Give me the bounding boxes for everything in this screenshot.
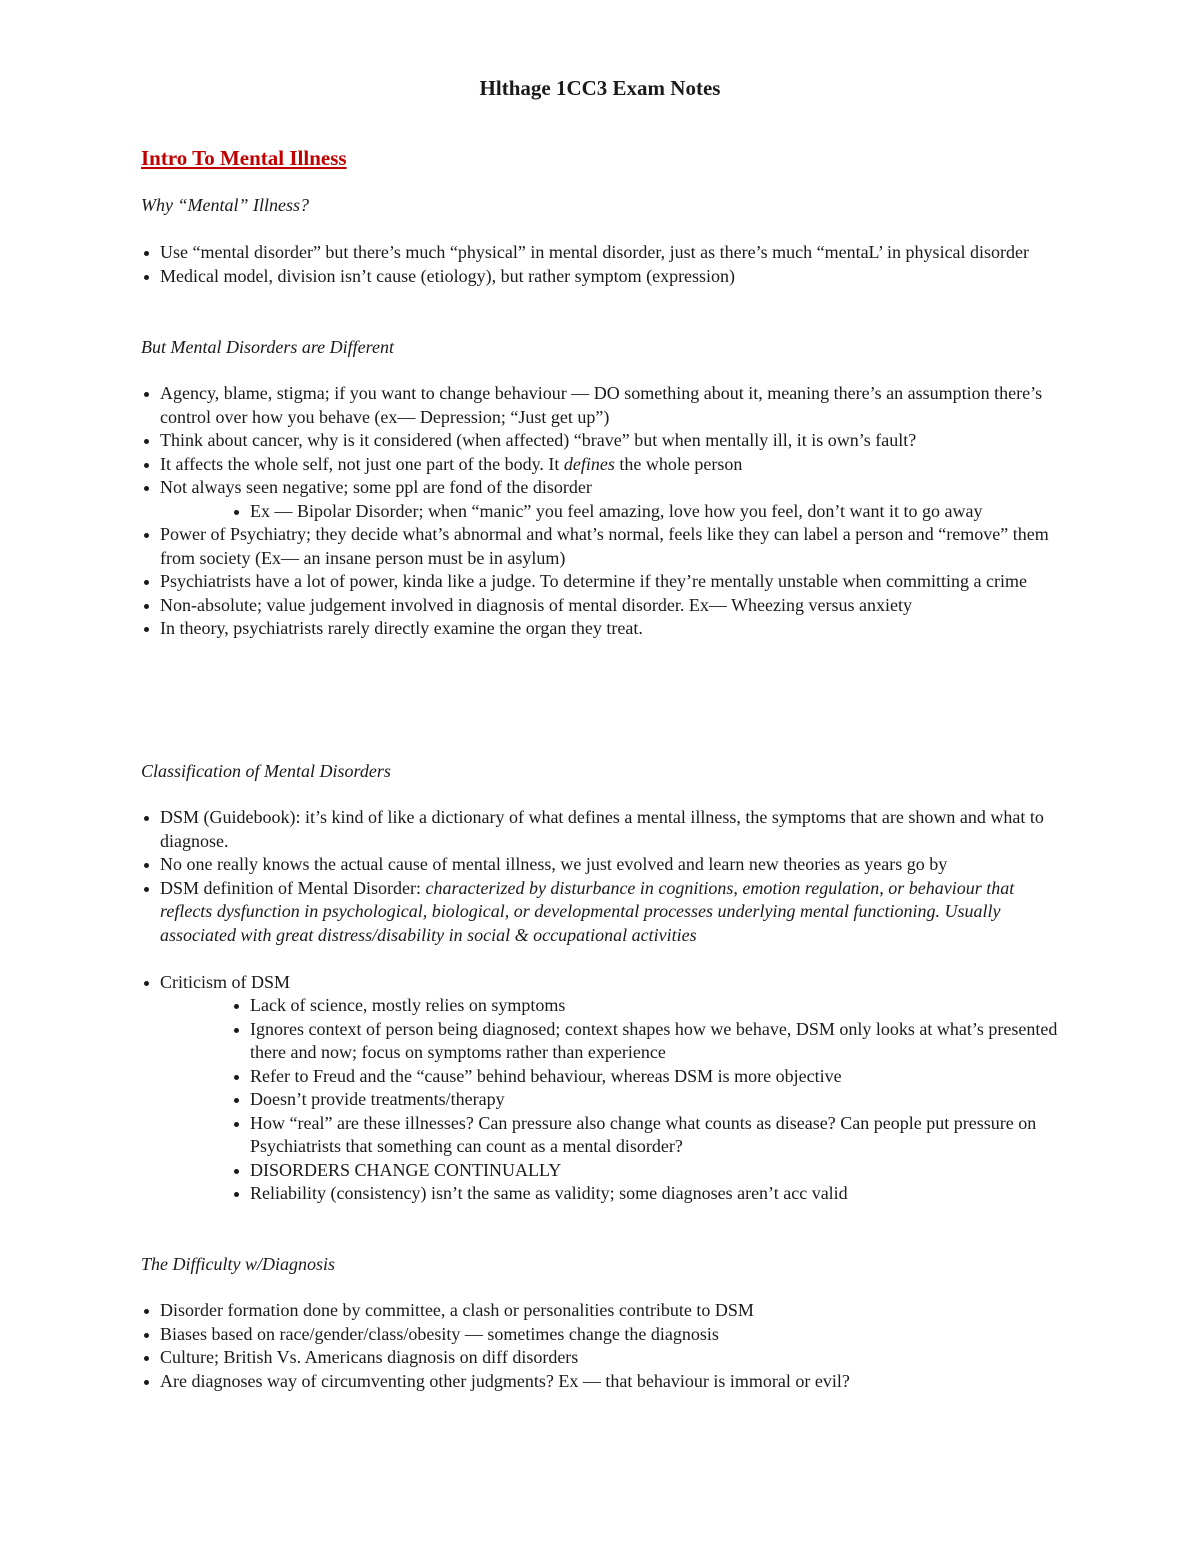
list-item-emphasis: defines: [563, 453, 615, 474]
list-item: DSM (Guidebook): it’s kind of like a dictionary of what defines a mental illness, the symptoms that are shown and what to diagnose.: [141, 806, 1061, 853]
list-item: In theory, psychiatrists rarely directly examine the organ they treat.: [141, 617, 1061, 641]
list-item: [141, 971, 1061, 1206]
list-item: Agency, blame, stigma; if you want to change behaviour — DO something about it, meaning there’s an assumption there’s control over how you behave (ex— Depression; “Just get up”): [141, 382, 1061, 429]
list-item-emphasis: characterized by disturbance in cognitions, emotion regulation, or behaviour that reflects dysfunction in psychological, biological, or developmental processes underlying mental functioning. Usually associated with great distress/disability in social & occupational activities: [160, 877, 1015, 945]
list-item-text: the whole person: [614, 453, 743, 474]
bullet-list-difficulty-diagnosis: [141, 1299, 1061, 1393]
list-item: [141, 877, 1061, 948]
subheading-mental-disorders-different: But Mental Disorders are Different: [141, 337, 394, 357]
list-item: DISORDERS CHANGE CONTINUALLY: [231, 1159, 1061, 1183]
list-item-text: It affects the whole self, not just one part of the body. It: [160, 453, 564, 474]
list-item: Ex — Bipolar Disorder; when “manic” you feel amazing, love how you feel, don’t want it to go away: [231, 500, 1061, 524]
list-item: Ignores context of person being diagnosed; context shapes how we behave, DSM only looks at what’s presented there and now; focus on symptoms rather than experience: [231, 1018, 1061, 1065]
subheading-difficulty-diagnosis: The Difficulty w/Diagnosis: [141, 1254, 336, 1274]
nested-bullet-list: [231, 500, 1061, 524]
list-item-text: DSM definition of Mental Disorder:: [160, 877, 426, 898]
list-item: Refer to Freud and the “cause” behind behaviour, whereas DSM is more objective: [231, 1065, 1061, 1089]
list-item: [141, 476, 1061, 523]
list-item: How “real” are these illnesses? Can pressure also change what counts as disease? Can people put pressure on Psychiatrists that something can count as a mental disorder?: [231, 1112, 1061, 1159]
list-item: Power of Psychiatry; they decide what’s abnormal and what’s normal, feels like they can label a person and “remove” them from society (Ex— an insane person must be in asylum): [141, 523, 1061, 570]
bullet-list-classification: [141, 806, 1061, 1206]
bullet-list-why-mental-illness: [141, 241, 1061, 288]
subheading-classification: Classification of Mental Disorders: [141, 761, 391, 781]
subheading-why-mental-illness: Why “Mental” Illness?: [141, 195, 309, 215]
section-heading: Intro To Mental Illness: [141, 146, 347, 170]
list-item: Medical model, division isn’t cause (etiology), but rather symptom (expression): [141, 265, 1061, 289]
document-title: Hlthage 1CC3 Exam Notes: [479, 76, 721, 100]
list-item: Lack of science, mostly relies on symptoms: [231, 994, 1061, 1018]
list-item-text: Criticism of DSM: [160, 971, 291, 992]
list-item: Think about cancer, why is it considered (when affected) “brave” but when mentally ill, it is own’s fault?: [141, 429, 1061, 453]
list-item: No one really knows the actual cause of mental illness, we just evolved and learn new theories as years go by: [141, 853, 1061, 877]
list-item: Are diagnoses way of circumventing other judgments? Ex — that behaviour is immoral or evil?: [141, 1370, 1061, 1394]
list-item: Reliability (consistency) isn’t the same as validity; some diagnoses aren’t acc valid: [231, 1182, 1061, 1206]
list-item: Use “mental disorder” but there’s much “physical” in mental disorder, just as there’s much “mentaL’ in physical disorder: [141, 241, 1061, 265]
list-item: Biases based on race/gender/class/obesity — sometimes change the diagnosis: [141, 1323, 1061, 1347]
list-item: Doesn’t provide treatments/therapy: [231, 1088, 1061, 1112]
list-item: [141, 453, 1061, 477]
list-item: Disorder formation done by committee, a clash or personalities contribute to DSM: [141, 1299, 1061, 1323]
list-item: Psychiatrists have a lot of power, kinda like a judge. To determine if they’re mentally unstable when committing a crime: [141, 570, 1061, 594]
bullet-list-mental-disorders-different: [141, 382, 1061, 641]
list-item: Non-absolute; value judgement involved in diagnosis of mental disorder. Ex— Wheezing versus anxiety: [141, 594, 1061, 618]
list-item-text: Not always seen negative; some ppl are fond of the disorder: [160, 477, 592, 497]
list-item: Culture; British Vs. Americans diagnosis on diff disorders: [141, 1346, 1061, 1370]
nested-bullet-list: [231, 994, 1061, 1206]
